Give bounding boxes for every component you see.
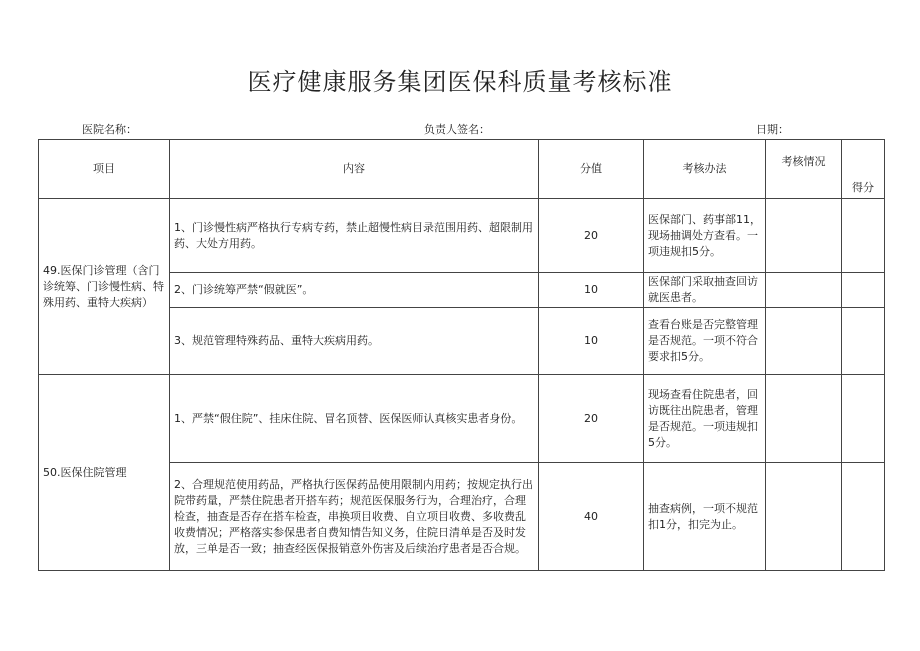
signature-label: 负责人签名： xyxy=(424,123,490,136)
header-score: 分值 xyxy=(539,140,644,199)
situation-cell xyxy=(766,199,842,273)
header-result: 得分 xyxy=(842,140,885,199)
content-cell: 1、严禁“假住院”、挂床住院、冒名顶替、医保医师认真核实患者身份。 xyxy=(170,375,539,463)
project-cell: 50.医保住院管理 xyxy=(39,375,170,571)
result-cell xyxy=(842,273,885,308)
table-row xyxy=(39,199,885,273)
content-cell: 1、门诊慢性病严格执行专病专药，禁止超慢性病目录范围用药、超限制用药、大处方用药。 xyxy=(170,199,539,273)
method-cell: 抽查病例，一项不规范扣1分，扣完为止。 xyxy=(644,463,766,571)
method-cell: 医保部门、药事部11，现场抽调处方查看。一项违规扣5分。 xyxy=(644,199,766,273)
header-row xyxy=(39,140,885,199)
score-cell: 10 xyxy=(539,308,644,375)
score-cell: 10 xyxy=(539,273,644,308)
method-cell: 查看台账是否完整管理是否规范。一项不符合要求扣5分。 xyxy=(644,308,766,375)
result-cell xyxy=(842,463,885,571)
header-content: 内容 xyxy=(170,140,539,199)
date-label: 日期： xyxy=(756,123,789,136)
result-cell xyxy=(842,375,885,463)
header-project: 项目 xyxy=(39,140,170,199)
header-method: 考核办法 xyxy=(644,140,766,199)
result-cell xyxy=(842,308,885,375)
method-cell: 医保部门采取抽查回访就医患者。 xyxy=(644,273,766,308)
situation-cell xyxy=(766,273,842,308)
header-situation: 考核情况 xyxy=(766,140,842,199)
result-cell xyxy=(842,199,885,273)
score-cell: 20 xyxy=(539,375,644,463)
content-cell: 3、规范管理特殊药品、重特大疾病用药。 xyxy=(170,308,539,375)
project-cell: 49.医保门诊管理（含门诊统筹、门诊慢性病、特殊用药、重特大疾病） xyxy=(39,199,170,375)
hospital-name-label: 医院名称： xyxy=(82,123,137,136)
assessment-table xyxy=(38,139,885,571)
situation-cell xyxy=(766,463,842,571)
situation-cell xyxy=(766,308,842,375)
situation-cell xyxy=(766,375,842,463)
document-title: 医疗健康服务集团医保科质量考核标准 xyxy=(247,68,673,96)
method-cell: 现场查看住院患者，回访既往出院患者，管理是否规范。一项违规扣5分。 xyxy=(644,375,766,463)
table-row xyxy=(39,375,885,463)
score-cell: 20 xyxy=(539,199,644,273)
content-cell: 2、门诊统筹严禁“假就医”。 xyxy=(170,273,539,308)
score-cell: 40 xyxy=(539,463,644,571)
content-cell: 2、合理规范使用药品，严格执行医保药品使用限制内用药；按规定执行出院带药量，严禁住院患者开搭车药；规范医保服务行为，合理治疗，合理检查，抽查是否存在搭车检查，串换项目收费、自立项目收费、多收费乱收费情况；严格落实参保患者自费知情告知义务，住院日清单是否及时发放，三单是否一致；抽查经医保报销意外伤害及后续治疗患者是否合规。 xyxy=(170,463,539,571)
